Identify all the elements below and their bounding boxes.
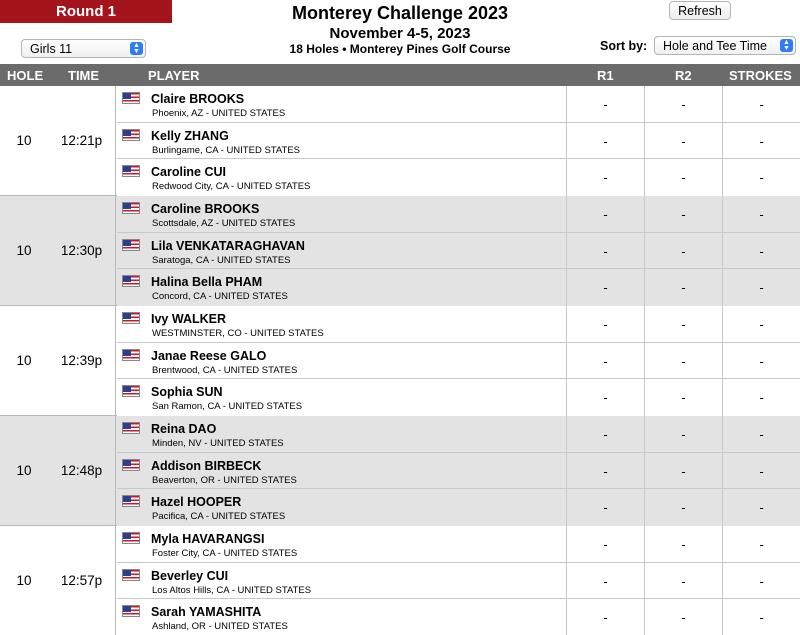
r2-score: -	[644, 196, 722, 233]
r1-score: -	[566, 453, 644, 490]
player-name[interactable]: Beverley CUI	[151, 568, 229, 583]
us-flag-icon	[122, 422, 140, 434]
player-location: Scottsdale, AZ - UNITED STATES	[152, 218, 296, 229]
r2-score: -	[644, 379, 722, 416]
column-header-hole: HOLE	[7, 68, 44, 83]
player-name[interactable]: Sarah YAMASHITA	[151, 605, 262, 620]
r1-score: -	[566, 563, 644, 600]
strokes-score: -	[722, 343, 800, 380]
table-header	[0, 64, 800, 86]
hole-cell: 10	[16, 243, 32, 258]
player-row[interactable]	[117, 416, 800, 453]
r2-score: -	[644, 123, 722, 160]
player-location: Burlingame, CA - UNITED STATES	[152, 144, 300, 156]
player-name[interactable]: Janae Reese GALO	[151, 348, 267, 363]
strokes-score: -	[722, 453, 800, 490]
r2-score: -	[644, 86, 722, 123]
strokes-score: -	[722, 86, 800, 123]
tee-time-cell: 12:39p	[48, 306, 116, 415]
player-location: Pacifica, CA - UNITED STATES	[152, 511, 286, 523]
us-flag-icon	[122, 165, 140, 177]
r1-score: -	[566, 416, 644, 453]
r2-score: -	[644, 563, 722, 600]
tee-time-group	[0, 86, 800, 196]
player-name[interactable]: Kelly ZHANG	[151, 128, 229, 143]
strokes-score: -	[722, 233, 800, 270]
strokes-score: -	[722, 159, 800, 196]
player-row[interactable]	[117, 526, 800, 563]
player-name[interactable]: Claire BROOKS	[151, 92, 245, 106]
player-location: Concord, CA - UNITED STATES	[152, 291, 288, 303]
us-flag-icon	[122, 385, 140, 397]
player-location: Saratoga, CA - UNITED STATES	[152, 254, 291, 266]
tee-time-cell: 12:30p	[48, 196, 116, 305]
player-name[interactable]: Halina Bella PHAM	[151, 275, 263, 290]
player-name[interactable]: Reina DAO	[151, 422, 217, 436]
us-flag-icon	[122, 202, 140, 214]
course-info: 18 Holes • Monterey Pines Golf Course	[289, 42, 511, 56]
player-name[interactable]: Lila VENKATARAGHAVAN	[151, 238, 305, 253]
chevron-updown-icon: ▲ ▼	[780, 39, 793, 52]
strokes-score: -	[722, 489, 800, 526]
player-row[interactable]	[117, 269, 800, 306]
sort-select[interactable]	[654, 36, 796, 55]
tee-time-cell: 12:21p	[48, 86, 116, 195]
column-header-strokes: STROKES	[729, 68, 792, 83]
tee-time-group	[0, 416, 800, 526]
r2-score: -	[644, 306, 722, 343]
column-header-r1: R1	[597, 68, 614, 83]
tee-time-group	[0, 526, 800, 635]
player-name[interactable]: Addison BIRBECK	[151, 458, 262, 473]
r2-score: -	[644, 489, 722, 526]
player-location: Phoenix, AZ - UNITED STATES	[152, 108, 286, 119]
us-flag-icon	[122, 92, 140, 104]
hole-cell: 10	[16, 573, 32, 588]
us-flag-icon	[122, 275, 140, 287]
column-header-time: TIME	[68, 68, 100, 83]
player-name[interactable]: Caroline BROOKS	[151, 202, 260, 216]
strokes-score: -	[722, 196, 800, 233]
player-location: Beaverton, OR - UNITED STATES	[152, 474, 297, 486]
r1-score: -	[566, 196, 644, 233]
player-name[interactable]: Caroline CUI	[151, 165, 227, 180]
r1-score: -	[566, 489, 644, 526]
division-select[interactable]	[21, 39, 146, 58]
player-location: San Ramon, CA - UNITED STATES	[152, 401, 303, 413]
us-flag-icon	[122, 239, 140, 251]
player-name[interactable]: Myla HAVARANGSI	[151, 532, 265, 546]
page-header	[0, 0, 800, 64]
tournament-dates: November 4-5, 2023	[329, 25, 471, 42]
us-flag-icon	[122, 605, 140, 617]
refresh-button[interactable]: Refresh	[669, 1, 731, 20]
player-location: Foster City, CA - UNITED STATES	[152, 548, 298, 559]
us-flag-icon	[122, 459, 140, 471]
tee-time-cell: 12:57p	[48, 526, 116, 635]
player-row[interactable]	[117, 196, 800, 233]
tee-time-group	[0, 196, 800, 306]
strokes-score: -	[722, 269, 800, 306]
player-row[interactable]	[117, 599, 800, 635]
r2-score: -	[644, 526, 722, 563]
tee-time-cell: 12:48p	[48, 416, 116, 525]
r2-score: -	[644, 159, 722, 196]
player-row[interactable]	[117, 123, 800, 160]
player-row[interactable]	[117, 306, 800, 343]
us-flag-icon	[122, 569, 140, 581]
player-row[interactable]	[117, 233, 800, 270]
us-flag-icon	[122, 495, 140, 507]
page-title: Monterey Challenge 2023	[291, 3, 509, 23]
strokes-score: -	[722, 306, 800, 343]
chevron-updown-icon: ▲ ▼	[130, 42, 143, 55]
sort-select-value: Hole and Tee Time	[663, 38, 767, 53]
strokes-score: -	[722, 526, 800, 563]
r1-score: -	[566, 306, 644, 343]
player-location: Minden, NV - UNITED STATES	[152, 438, 284, 449]
us-flag-icon	[122, 312, 140, 324]
player-row[interactable]	[117, 343, 800, 380]
hole-cell: 10	[16, 353, 32, 368]
player-row[interactable]	[117, 563, 800, 600]
round-tab[interactable]: Round 1	[0, 0, 172, 23]
tee-time-groups	[0, 86, 800, 635]
r2-score: -	[644, 599, 722, 635]
r2-score: -	[644, 269, 722, 306]
hole-cell: 10	[16, 463, 32, 478]
player-row[interactable]	[117, 379, 800, 416]
strokes-score: -	[722, 416, 800, 453]
us-flag-icon	[122, 532, 140, 544]
r1-score: -	[566, 379, 644, 416]
player-row[interactable]	[117, 86, 800, 123]
column-header-player: PLAYER	[148, 68, 200, 83]
us-flag-icon	[122, 349, 140, 361]
strokes-score: -	[722, 123, 800, 160]
r1-score: -	[566, 343, 644, 380]
strokes-score: -	[722, 563, 800, 600]
player-row[interactable]	[117, 453, 800, 490]
player-name[interactable]: Sophia SUN	[151, 385, 223, 400]
player-row[interactable]	[117, 159, 800, 196]
r2-score: -	[644, 453, 722, 490]
strokes-score: -	[722, 379, 800, 416]
column-header-r2: R2	[675, 68, 692, 83]
division-select-value: Girls 11	[30, 41, 73, 56]
hole-cell: 10	[16, 133, 32, 148]
r1-score: -	[566, 233, 644, 270]
player-location: Brentwood, CA - UNITED STATES	[152, 364, 298, 376]
r2-score: -	[644, 416, 722, 453]
player-location: WESTMINSTER, CO - UNITED STATES	[152, 328, 324, 339]
r1-score: -	[566, 269, 644, 306]
strokes-score: -	[722, 599, 800, 635]
player-row[interactable]	[117, 489, 800, 526]
player-location: Redwood City, CA - UNITED STATES	[152, 181, 311, 193]
r1-score: -	[566, 123, 644, 160]
player-name[interactable]: Hazel HOOPER	[151, 495, 242, 510]
r1-score: -	[566, 86, 644, 123]
player-location: Ashland, OR - UNITED STATES	[152, 621, 288, 633]
r2-score: -	[644, 233, 722, 270]
us-flag-icon	[122, 129, 140, 141]
r1-score: -	[566, 159, 644, 196]
r1-score: -	[566, 599, 644, 635]
player-location: Los Altos Hills, CA - UNITED STATES	[152, 584, 312, 596]
player-name[interactable]: Ivy WALKER	[151, 312, 227, 326]
tee-time-group	[0, 306, 800, 416]
sort-label: Sort by:	[600, 39, 648, 53]
r1-score: -	[566, 526, 644, 563]
r2-score: -	[644, 343, 722, 380]
